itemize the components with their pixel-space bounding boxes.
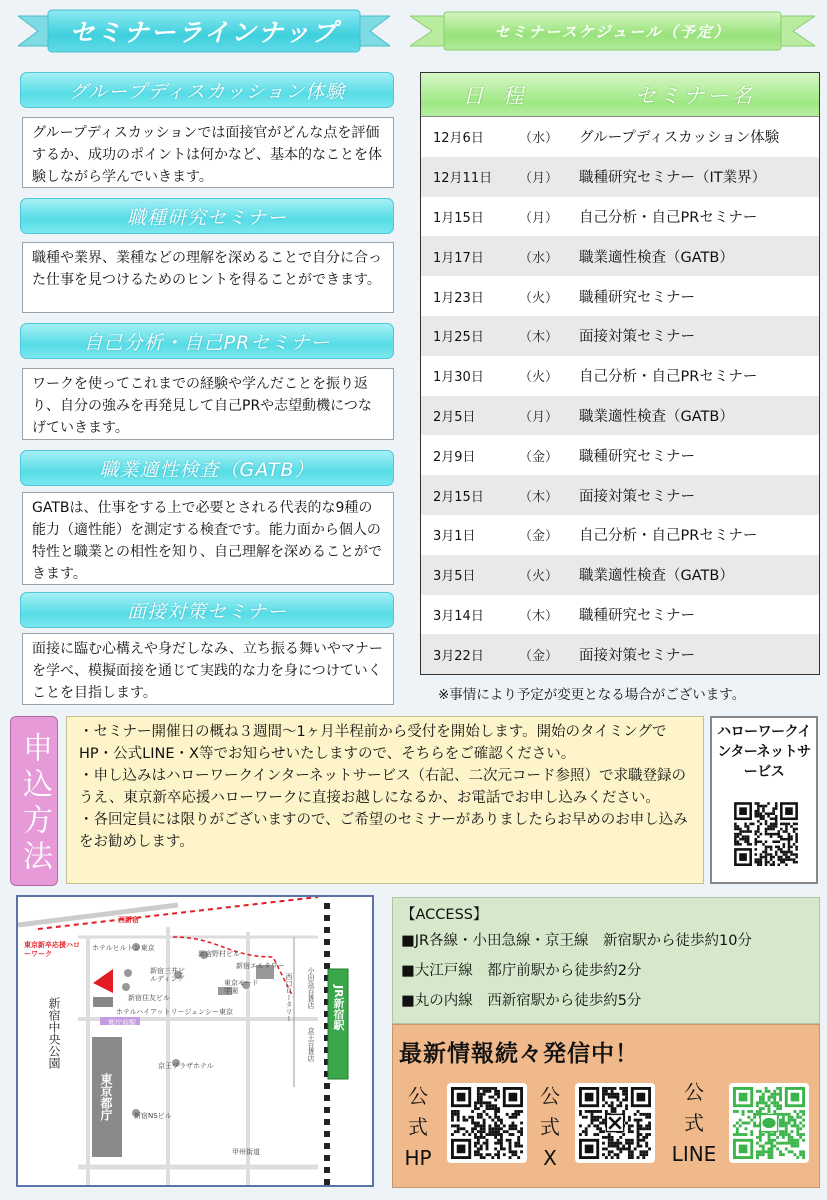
schedule-row	[421, 595, 819, 635]
schedule-col-date: 日 程	[462, 83, 530, 108]
map-label-tochomae: 都庁前駅	[108, 1019, 136, 1027]
access-map	[16, 895, 374, 1187]
schedule-row	[421, 515, 819, 555]
seminar-description-5: 面接に臨む心構えや身だしなみ、立ち振る舞いやマナーを学べ、模擬面接を通じて実践的な力を身につけていくことを目指します。	[22, 633, 394, 705]
schedule-seminar-name: 面接対策セミナー	[579, 488, 695, 505]
schedule-weekday: （水）	[519, 131, 559, 147]
schedule-weekday: （木）	[519, 489, 559, 505]
map-label-sumitomo: 新宿住友ビル	[128, 994, 170, 1002]
schedule-date: 3月22日	[433, 648, 484, 664]
seminar-description-2: 職種や業界、業種などの理解を深めることで自分に合った仕事を見つけるためのヒントを得ることができます。	[22, 242, 394, 313]
schedule-seminar-name: 自己分析・自己PRセミナー	[579, 528, 758, 545]
map-label-hyatt: ホテルハイアットリージェンシー東京	[116, 1008, 234, 1016]
apply-method-tab	[10, 716, 58, 886]
seminar-description-4: GATBは、仕事をする上で必要とされる代表的な9種の能力（適性能）を測定する検査です。能力面から個人の特性と職業との相性を知り、自己理解を深めることができます。	[22, 492, 394, 585]
map-label-tocho: 東京都庁	[99, 1073, 113, 1121]
apply-instructions	[66, 716, 704, 884]
schedule-table-header	[421, 73, 819, 117]
schedule-seminar-name: 職業適性検査（GATB）	[579, 568, 734, 585]
schedule-date: 2月5日	[433, 409, 476, 425]
schedule-weekday: （金）	[519, 648, 559, 664]
seminar-heading-5: 面接対策セミナー	[20, 592, 394, 628]
map-label-hilton: ホテルヒルトン東京	[92, 944, 155, 952]
schedule-seminar-name: 自己分析・自己PRセミナー	[579, 209, 758, 226]
line-qr-code[interactable]	[729, 1083, 809, 1163]
schedule-seminar-name: 職種研究セミナー	[579, 448, 695, 465]
hellowork-qr-code[interactable]	[734, 792, 798, 870]
lineup-banner	[18, 8, 390, 54]
access-line-3: ■丸の内線 西新宿駅から徒歩約5分	[401, 993, 642, 1009]
schedule-title: セミナースケジュール（予定）	[494, 22, 731, 41]
latest-info-box	[392, 1024, 820, 1188]
schedule-row	[421, 157, 819, 197]
schedule-weekday: （火）	[519, 569, 559, 585]
schedule-date: 1月25日	[433, 330, 484, 346]
schedule-seminar-name: 自己分析・自己PRセミナー	[579, 369, 758, 386]
seminar-heading-1: グループディスカッション体験	[20, 72, 394, 108]
map-label-keio: 京王百貨店	[307, 1027, 315, 1062]
hp-qr-code[interactable]	[447, 1083, 527, 1163]
schedule-banner	[410, 10, 815, 52]
schedule-weekday: （金）	[519, 529, 559, 545]
schedule-row	[421, 634, 819, 674]
seminar-description-1: グループディスカッションでは面接官がどんな点を評価するか、成功のポイントは何かなど、基本的なことを体験しながら学んでいきます。	[22, 117, 394, 188]
schedule-row	[421, 316, 819, 356]
schedule-weekday: （火）	[519, 290, 559, 306]
map-label-nishishinjuku: 西新宿	[118, 916, 139, 924]
access-title: 【ACCESS】	[401, 907, 488, 923]
map-label-nomura: 新宿野村ビル	[198, 950, 240, 958]
schedule-note: ※事情により予定が変更となる場合がございます。	[438, 687, 746, 703]
schedule-date: 12月11日	[433, 171, 493, 187]
schedule-row	[421, 435, 819, 475]
seminar-heading-3: 自己分析・自己PRセミナー	[20, 323, 394, 359]
schedule-date: 3月5日	[433, 569, 476, 585]
schedule-date: 12月6日	[433, 131, 484, 147]
schedule-date: 3月1日	[433, 529, 476, 545]
map-label-odakyu: 小田急百貨店	[307, 967, 315, 1009]
map-label-plaza: 京王プラザホテル	[158, 1062, 214, 1070]
seminar-description-3: ワークを使ってこれまでの経験や学んだことを振り返り、自分の強みを再発見して自己PRや志望動機につなげていきます。	[22, 368, 394, 440]
schedule-weekday: （火）	[519, 370, 559, 386]
latest-info-title: 最新情報続々発信中！	[399, 1041, 639, 1067]
hellowork-title: ハローワークインターネットサービス	[717, 724, 811, 780]
schedule-weekday: （月）	[519, 171, 559, 187]
access-line-2: ■大江戸線 都庁前駅から徒歩約2分	[401, 963, 642, 979]
schedule-seminar-name: 職業適性検査（GATB）	[579, 408, 734, 425]
map-label-rotary: 西口ロータリー	[285, 973, 293, 1022]
access-line-1: ■JR各線・小田急線・京王線 新宿駅から徒歩約10分	[401, 933, 753, 949]
schedule-date: 2月9日	[433, 449, 476, 465]
schedule-rows	[421, 117, 819, 674]
schedule-date: 1月15日	[433, 210, 484, 226]
map-label-park: 新宿中央公園	[47, 997, 61, 1069]
seminar-heading-4: 職業適性検査（GATB）	[20, 450, 394, 486]
schedule-table	[420, 72, 820, 675]
schedule-row	[421, 117, 819, 157]
schedule-row	[421, 555, 819, 595]
access-box	[392, 897, 820, 1024]
apply-item-1: ・セミナー開催日の概ね３週間～1ヶ月半程前から受付を開始します。開始のタイミングでHP・公式LINE・X等でお知らせいたしますので、そちらをご確認ください。	[79, 724, 667, 762]
schedule-seminar-name: 面接対策セミナー	[579, 647, 695, 664]
map-label-hellowork: 東京新卒応援ハローワーク	[24, 941, 80, 958]
map-label-mitsui: 新宿三井ビルディング	[150, 967, 185, 983]
schedule-row	[421, 236, 819, 276]
schedule-row	[421, 276, 819, 316]
schedule-date: 1月30日	[433, 370, 484, 386]
schedule-weekday: （月）	[519, 210, 559, 226]
map-label-elletower: 新宿エルタワー	[236, 962, 285, 970]
x-qr-code[interactable]	[575, 1083, 655, 1163]
map-label-station: JR新宿駅	[332, 985, 345, 1031]
schedule-seminar-name: 職業適性検査（GATB）	[579, 249, 734, 266]
lineup-title: セミナーラインナップ	[69, 18, 339, 47]
official-line-label: 公 式 LINE	[671, 1080, 717, 1166]
schedule-seminar-name: グループディスカッション体験	[579, 130, 780, 147]
schedule-weekday: （水）	[519, 250, 559, 266]
official-hp-label: 公 式 HP	[404, 1084, 432, 1170]
schedule-row	[421, 197, 819, 237]
map-label-koshu: 甲州街道	[232, 1148, 260, 1156]
hellowork-internet-service-box[interactable]	[710, 716, 818, 884]
map-label-nsbld: 新宿NSビル	[134, 1112, 172, 1120]
apply-method-label: 申込方法	[17, 731, 52, 876]
schedule-date: 3月14日	[433, 608, 484, 624]
map-label-mode: 東京モード学園	[224, 979, 259, 995]
schedule-weekday: （月）	[519, 409, 559, 425]
schedule-weekday: （木）	[519, 608, 559, 624]
schedule-weekday: （木）	[519, 330, 559, 346]
official-x-label: 公 式 X	[540, 1084, 560, 1170]
schedule-row	[421, 396, 819, 436]
schedule-weekday: （金）	[519, 449, 559, 465]
seminar-heading-2: 職種研究セミナー	[20, 198, 394, 234]
apply-item-3: ・各回定員には限りがございますので、ご希望のセミナーがありましたらお早めのお申し込みをお勧めします。	[79, 812, 688, 850]
schedule-row	[421, 475, 819, 515]
schedule-row	[421, 356, 819, 396]
schedule-date: 1月23日	[433, 290, 484, 306]
schedule-seminar-name: 職種研究セミナー（IT業界）	[579, 170, 767, 187]
schedule-col-name: セミナー名	[635, 83, 755, 108]
schedule-seminar-name: 職種研究セミナー	[579, 607, 695, 624]
schedule-date: 2月15日	[433, 489, 484, 505]
schedule-seminar-name: 職種研究セミナー	[579, 289, 695, 306]
apply-item-2: ・申し込みはハローワークインターネットサービス（右記、二次元コード参照）で求職登録のうえ、東京新卒応援ハローワークに直接お越しになるか、お電話でお申し込みください。	[79, 768, 686, 806]
schedule-seminar-name: 面接対策セミナー	[579, 329, 695, 346]
schedule-date: 1月17日	[433, 250, 484, 266]
